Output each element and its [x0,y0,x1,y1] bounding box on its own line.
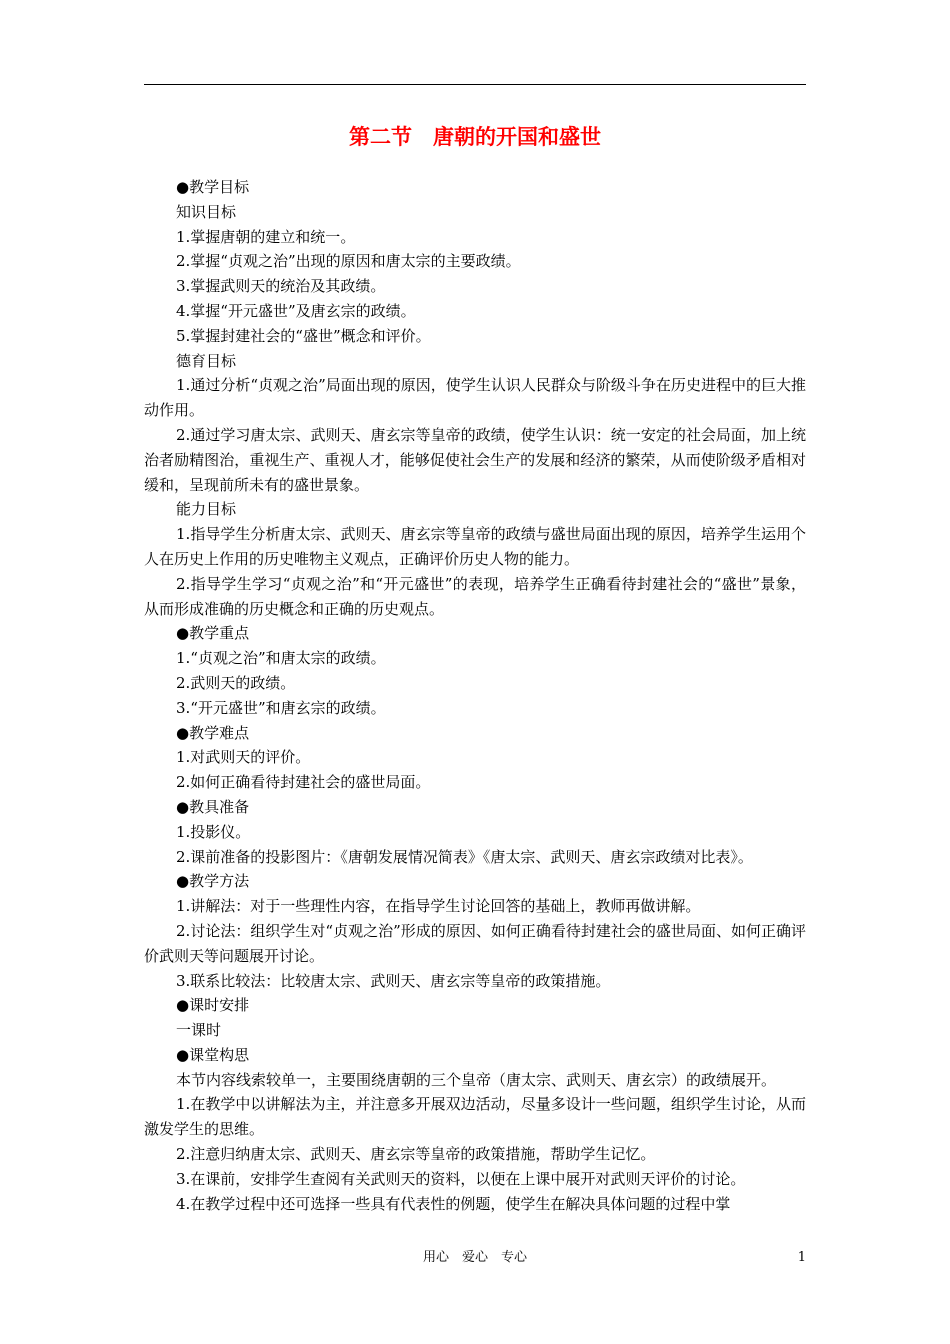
list-item: 2.讨论法：组织学生对“贞观之治”形成的原因、如何正确看待封建社会的盛世局面、如何正确评价武则天等问题展开讨论。 [144,921,806,965]
section-heading-key-points: ●教学重点 [176,624,250,643]
list-item: 3.掌握武则天的统治及其政绩。 [176,277,386,296]
list-item: 2.课前准备的投影图片：《唐朝发展情况简表》《唐太宗、武则天、唐玄宗政绩对比表》。 [176,847,753,866]
list-item: 1.投影仪。 [176,822,251,841]
list-item: 1.对武则天的评价。 [176,748,311,767]
section-heading-methods: ●教学方法 [176,872,250,891]
list-item: 2.掌握“贞观之治”出现的原因和唐太宗的主要政绩。 [176,252,521,271]
list-item: 4.掌握“开元盛世”及唐玄宗的政绩。 [176,301,416,320]
list-item: 3.联系比较法：比较唐太宗、武则天、唐玄宗等皇帝的政策措施。 [176,971,611,990]
section-heading-design: ●课堂构思 [176,1045,250,1064]
list-item: 3.“开元盛世”和唐玄宗的政绩。 [176,698,386,717]
section-heading-schedule: ●课时安排 [176,996,250,1015]
list-item: 1.讲解法：对于一些理性内容，在指导学生讨论回答的基础上，教师再做讲解。 [176,897,701,916]
list-item: 2.武则天的政绩。 [176,673,296,692]
subheading-knowledge: 知识目标 [176,202,237,221]
list-item: 3.在课前，安排学生查阅有关武则天的资料，以便在上课中展开对武则天评价的讨论。 [176,1169,746,1188]
list-item: 1.通过分析“贞观之治”局面出现的原因，使学生认识人民群众与阶级斗争在历史进程中的巨大推动作用。 [144,376,806,420]
footer-slogan: 用心 爱心 专心 [422,1250,527,1265]
subheading-ability: 能力目标 [176,500,237,519]
list-item: 1.指导学生分析唐太宗、武则天、唐玄宗等皇帝的政绩与盛世局面出现的原因，培养学生运用个人在历史上作用的历史唯物主义观点，正确评价历史人物的能力。 [144,525,806,568]
list-item: 1.掌握唐朝的建立和统一。 [176,227,356,246]
header-rule [144,84,806,85]
page-title: 第二节 唐朝的开国和盛世 [349,125,601,149]
body-paragraph: 一课时 [176,1021,222,1040]
body-paragraph: 本节内容线索较单一，主要围绕唐朝的三个皇帝（唐太宗、武则天、唐玄宗）的政绩展开。 [176,1070,777,1089]
section-heading-difficulties: ●教学难点 [176,723,250,742]
subheading-moral: 德育目标 [176,351,237,370]
page-number: 1 [797,1250,806,1265]
list-item: 5.掌握封建社会的“盛世”概念和评价。 [176,326,431,345]
section-heading-materials: ●教具准备 [176,797,250,816]
list-item: 2.指导学生学习“贞观之治”和“开元盛世”的表现，培养学生正确看待封建社会的“盛世”景象，从而形成准确的历史概念和正确的历史观点。 [144,574,806,618]
list-item: 2.如何正确看待封建社会的盛世局面。 [176,773,431,792]
list-item: 2.通过学习唐太宗、武则天、唐玄宗等皇帝的政绩，使学生认识：统一安定的社会局面，加上统治者励精图治，重视生产、重视人才，能够促使社会生产的发展和经济的繁荣，从而使阶级矛盾相对缓和，呈现前所未有的盛世景象。 [144,425,806,494]
section-heading-objectives: ●教学目标 [176,178,250,196]
list-item: 1.在教学中以讲解法为主，并注意多开展双边活动，尽量多设计一些问题，组织学生讨论，从而激发学生的思维。 [144,1095,806,1139]
list-item: 4.在教学过程中还可选择一些具有代表性的例题，使学生在解决具体问题的过程中掌 [176,1194,731,1213]
document-body [144,175,806,1216]
list-item: 1.“贞观之治”和唐太宗的政绩。 [176,649,386,668]
list-item: 2.注意归纳唐太宗、武则天、唐玄宗等皇帝的政策措施，帮助学生记忆。 [176,1145,656,1164]
